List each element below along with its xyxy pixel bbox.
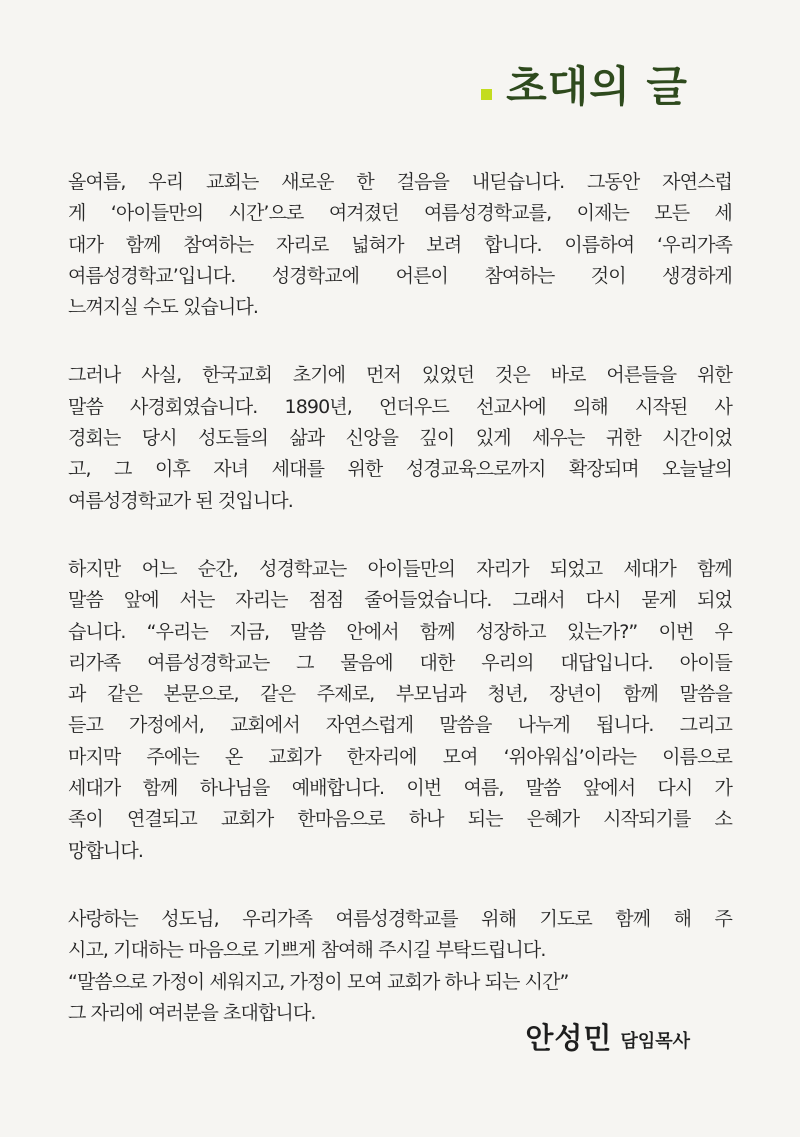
- text-line: 그러나 사실, 한국교회 초기에 먼저 있었던 것은 바로 어른들을 위한: [68, 364, 732, 387]
- text-line: 과 같은 본문으로, 같은 주제로, 부모님과 청년, 장년이 함께 말씀을: [68, 683, 732, 706]
- text-line: 여름성경학교가 된 것입니다.: [68, 489, 293, 512]
- text-line: 리가족 여름성경학교는 그 물음에 대한 우리의 대답입니다. 아이들: [68, 651, 732, 674]
- text-line: 시고, 기대하는 마음으로 기쁘게 참여해 주시길 부탁드립니다.: [68, 939, 546, 962]
- text-line: 족이 연결되고 교회가 한마음으로 하나 되는 은혜가 시작되기를 소: [68, 808, 732, 831]
- text-line: 마지막 주에는 온 교회가 한자리에 모여 ‘위아워십’이라는 이름으로: [68, 745, 732, 768]
- paragraph-3: [68, 554, 732, 867]
- text-line: 말씀 앞에 서는 자리는 점점 줄어들었습니다. 그래서 다시 묻게 되었: [68, 589, 732, 612]
- paragraph-1: [68, 167, 732, 323]
- pastor-title: 담임목사: [620, 1031, 690, 1052]
- text-line: 느껴지실 수도 있습니다.: [68, 296, 258, 319]
- paragraph-4: [68, 904, 732, 1029]
- accent-square: [481, 89, 492, 100]
- text-line: 말씀 사경회였습니다. 1890년, 언더우드 선교사에 의해 시작된 사: [68, 395, 732, 418]
- text-line: 세대가 함께 하나님을 예배합니다. 이번 여름, 말씀 앞에서 다시 가: [68, 777, 732, 800]
- signature: [525, 1021, 690, 1055]
- title-block: [481, 62, 688, 111]
- pastor-name: 안성민: [525, 1021, 613, 1055]
- text-line: 하지만 어느 순간, 성경학교는 아이들만의 자리가 되었고 세대가 함께: [68, 557, 732, 580]
- text-line: 그 자리에 여러분을 초대합니다.: [68, 1001, 316, 1024]
- page-title: 초대의 글: [506, 62, 688, 111]
- text-line: “말씀으로 가정이 세워지고, 가정이 모여 교회가 하나 되는 시간”: [68, 970, 569, 993]
- text-line: 대가 함께 참여하는 자리로 넓혀가 보려 합니다. 이름하여 ‘우리가족: [68, 233, 732, 256]
- text-line: 듣고 가정에서, 교회에서 자연스럽게 말씀을 나누게 됩니다. 그리고: [68, 714, 732, 737]
- text-line: 올여름, 우리 교회는 새로운 한 걸음을 내딛습니다. 그동안 자연스럽: [68, 171, 732, 193]
- text-line: 여름성경학교’입니다. 성경학교에 어른이 참여하는 것이 생경하게: [68, 264, 732, 287]
- text-line: 망합니다.: [68, 839, 143, 862]
- letter-body: [68, 167, 732, 1066]
- text-line: 게 ‘아이들만의 시간’으로 여겨졌던 여름성경학교를, 이제는 모든 세: [68, 202, 732, 225]
- paragraph-2: [68, 360, 732, 516]
- text-line: 고, 그 이후 자녀 세대를 위한 성경교육으로까지 확장되며 오늘날의: [68, 458, 732, 481]
- text-line: 경회는 당시 성도들의 삶과 신앙을 깊이 있게 세우는 귀한 시간이었: [68, 427, 732, 450]
- text-line: 습니다. “우리는 지금, 말씀 안에서 함께 성장하고 있는가?” 이번 우: [68, 620, 732, 643]
- text-line: 사랑하는 성도님, 우리가족 여름성경학교를 위해 기도로 함께 해 주: [68, 907, 732, 930]
